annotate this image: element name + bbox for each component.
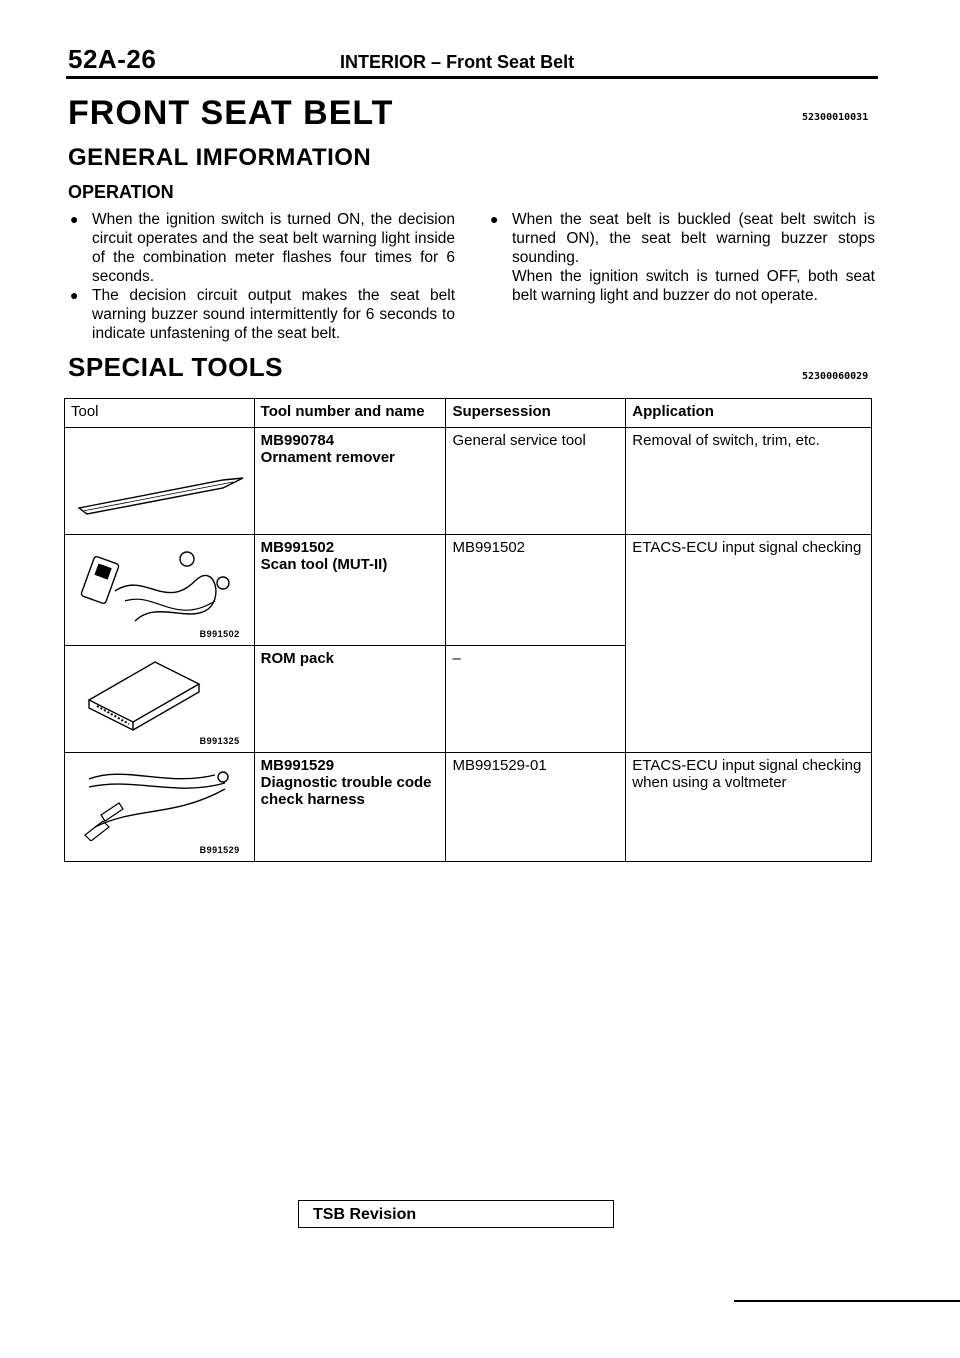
supersession-cell: MB991529-01 [446, 753, 626, 862]
tool-number: MB991502 [260, 539, 335, 556]
operation-heading: OPERATION [68, 182, 174, 202]
bullet-item [70, 286, 455, 343]
page-title: FRONT SEAT BELT [68, 94, 394, 132]
figure-label: B991325 [199, 736, 240, 746]
tool-name: ROM pack [260, 650, 335, 667]
tool-number-name-cell [254, 646, 446, 753]
bullet-text: When the seat belt is buckled (seat belt switch is turned ON), the seat belt warning buzzer stops sounding. [512, 211, 875, 266]
bullet-icon: ● [490, 211, 499, 227]
tool-number: MB990784 [260, 432, 335, 449]
supersession-cell: General service tool [446, 428, 626, 535]
footer-rule [734, 1300, 960, 1302]
subsection-name: Front Seat Belt [446, 52, 575, 72]
header-rule [66, 76, 878, 79]
tool-name: Scan tool (MUT-II) [260, 556, 388, 573]
tool-image-cell [65, 535, 255, 646]
application-cell: ETACS-ECU input signal checking [626, 535, 872, 753]
figure-label: B991502 [199, 629, 240, 639]
tool-number: MB991529 [260, 757, 335, 774]
tool-number-name-cell [254, 753, 446, 862]
operation-left-column [70, 210, 455, 343]
tool-name: Ornament remover [260, 449, 395, 466]
supersession-cell: MB991502 [446, 535, 626, 646]
running-title [340, 52, 574, 73]
table-row [65, 535, 872, 646]
title-code: 52300010031 [802, 112, 869, 123]
tool-image-cell [65, 753, 255, 862]
table-header-row [65, 399, 872, 428]
column-header-tool: Tool [65, 399, 255, 428]
bullet-item [70, 210, 455, 286]
page-number: 52A-26 [68, 44, 157, 74]
special-tools-code: 52300060029 [802, 371, 869, 382]
paragraph [490, 267, 875, 305]
application-cell: Removal of switch, trim, etc. [626, 428, 872, 535]
bullet-icon: ● [70, 287, 79, 303]
general-heading: GENERAL IMFORMATION [68, 144, 372, 171]
rom-pack-icon [75, 654, 251, 734]
application-cell: ETACS-ECU input signal checking when using a voltmeter [626, 753, 872, 862]
tsb-revision-box [298, 1200, 614, 1228]
scan-tool-icon [75, 541, 251, 631]
supersession-cell: – [446, 646, 626, 753]
column-header-supersession: Supersession [446, 399, 626, 428]
special-tools-table [64, 398, 872, 862]
table-row [65, 428, 872, 535]
paragraph-text: When the ignition switch is turned OFF, both seat belt warning light and buzzer do not operate. [512, 268, 875, 304]
bullet-text: When the ignition switch is turned ON, the decision circuit operates and the seat belt warning light inside of the combination meter flashes four times for 6 seconds. [92, 211, 455, 285]
tsb-revision-label: TSB Revision [313, 1206, 417, 1223]
bullet-icon: ● [70, 211, 79, 227]
tool-number-name-cell [254, 535, 446, 646]
column-header-number-name: Tool number and name [254, 399, 446, 428]
operation-right-column [490, 210, 875, 305]
tool-number-name-cell [254, 428, 446, 535]
ornament-remover-icon [73, 458, 249, 518]
section-name: INTERIOR [340, 52, 427, 72]
tool-image-cell [65, 428, 255, 535]
bullet-item [490, 210, 875, 267]
tool-name: Diagnostic trouble code check harness [260, 774, 432, 808]
bullet-text: The decision circuit output makes the seat belt warning buzzer sound intermittently for 6 seconds to indicate unfastening of the seat belt. [92, 287, 455, 342]
table-row [65, 753, 872, 862]
check-harness-icon [75, 757, 251, 841]
column-header-application: Application [626, 399, 872, 428]
tool-image-cell [65, 646, 255, 753]
figure-label: B991529 [199, 845, 240, 855]
title-dash: – [431, 52, 442, 72]
special-tools-heading: SPECIAL TOOLS [68, 352, 284, 382]
